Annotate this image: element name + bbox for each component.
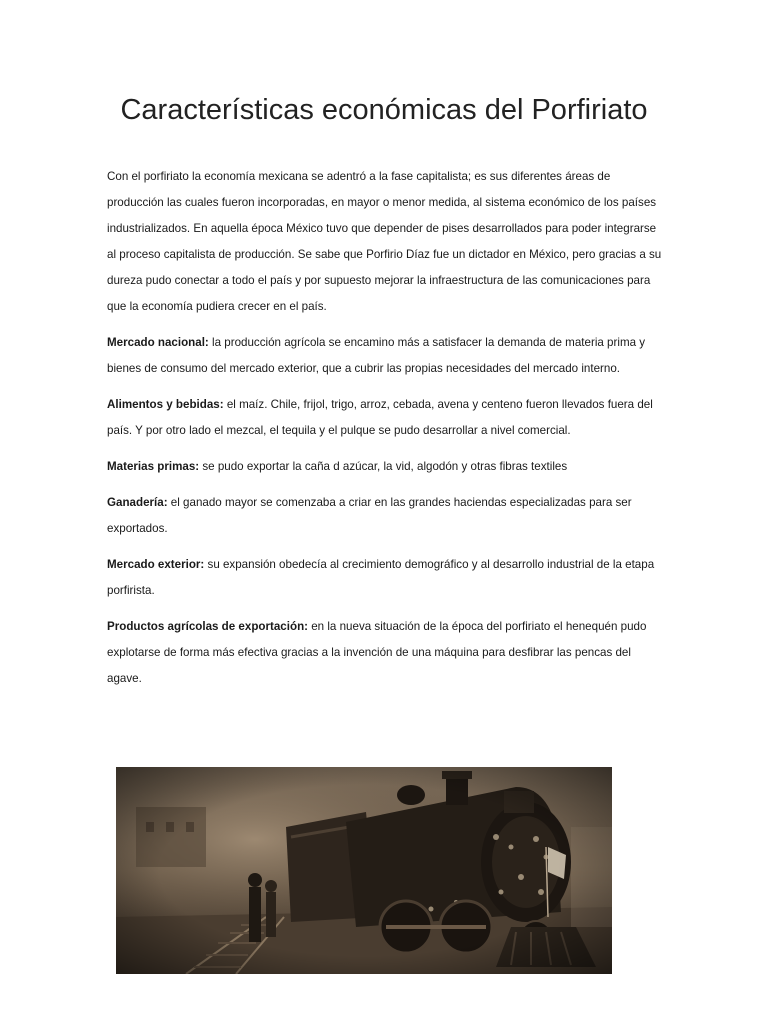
- locomotive-illustration: [116, 767, 612, 974]
- document-body: [107, 164, 667, 702]
- section-text: su expansión obedecía al crecimiento demográfico y al desarrollo industrial de la etapa porfirista.: [107, 558, 655, 597]
- section-heading: Alimentos y bebidas:: [107, 398, 224, 411]
- section-paragraph-productos-agricolas: [107, 614, 667, 692]
- section-heading: Materias primas:: [107, 460, 200, 473]
- section-paragraph-mercado-nacional: [107, 330, 667, 382]
- section-text: en la nueva situación de la época del porfiriato el henequén pudo explotarse de forma más efectiva gracias a la invención de una máquina para desfibrar las pencas del agave.: [107, 620, 647, 685]
- section-heading: Mercado exterior:: [107, 558, 205, 571]
- section-heading: Ganadería:: [107, 496, 168, 509]
- section-heading: Productos agrícolas de exportación:: [107, 620, 309, 633]
- section-paragraph-materias-primas: [107, 454, 667, 480]
- section-paragraph-mercado-exterior: [107, 552, 667, 604]
- page-title: Características económicas del Porfiriato: [120, 94, 648, 126]
- section-text: el ganado mayor se comenzaba a criar en las grandes haciendas especializadas para ser exportados.: [107, 496, 632, 535]
- steam-locomotive-photo: [116, 767, 612, 974]
- section-text: se pudo exportar la caña d azúcar, la vid, algodón y otras fibras textiles: [199, 460, 568, 473]
- section-text: la producción agrícola se encamino más a satisfacer la demanda de materia prima y bienes de consumo del mercado exterior, que a cubrir las propias necesidades del mercado interno.: [107, 336, 646, 375]
- section-paragraph-alimentos-bebidas: [107, 392, 667, 444]
- section-paragraph-ganaderia: [107, 490, 667, 542]
- section-heading: Mercado nacional:: [107, 336, 209, 349]
- intro-paragraph: Con el porfiriato la economía mexicana se adentró a la fase capitalista; es sus diferentes áreas de producción las cuales fueron incorporadas, en mayor o menor medida, al sistema económico de los países industrializados. En aquella época México tuvo que depender de pises desarrollados para poder integrarse al proceso capitalista de producción. Se sabe que Porfirio Díaz fue un dictador en México, pero gracias a su dureza pudo conectar a todo el país y por supuesto mejorar la infraestructura de las comunicaciones para que la economía pudiera crecer en el país.: [107, 170, 662, 313]
- section-text: el maíz. Chile, frijol, trigo, arroz, cebada, avena y centeno fueron llevados fuera del país. Y por otro lado el mezcal, el tequila y el pulque se pudo desarrollar a nivel comercial.: [107, 398, 653, 437]
